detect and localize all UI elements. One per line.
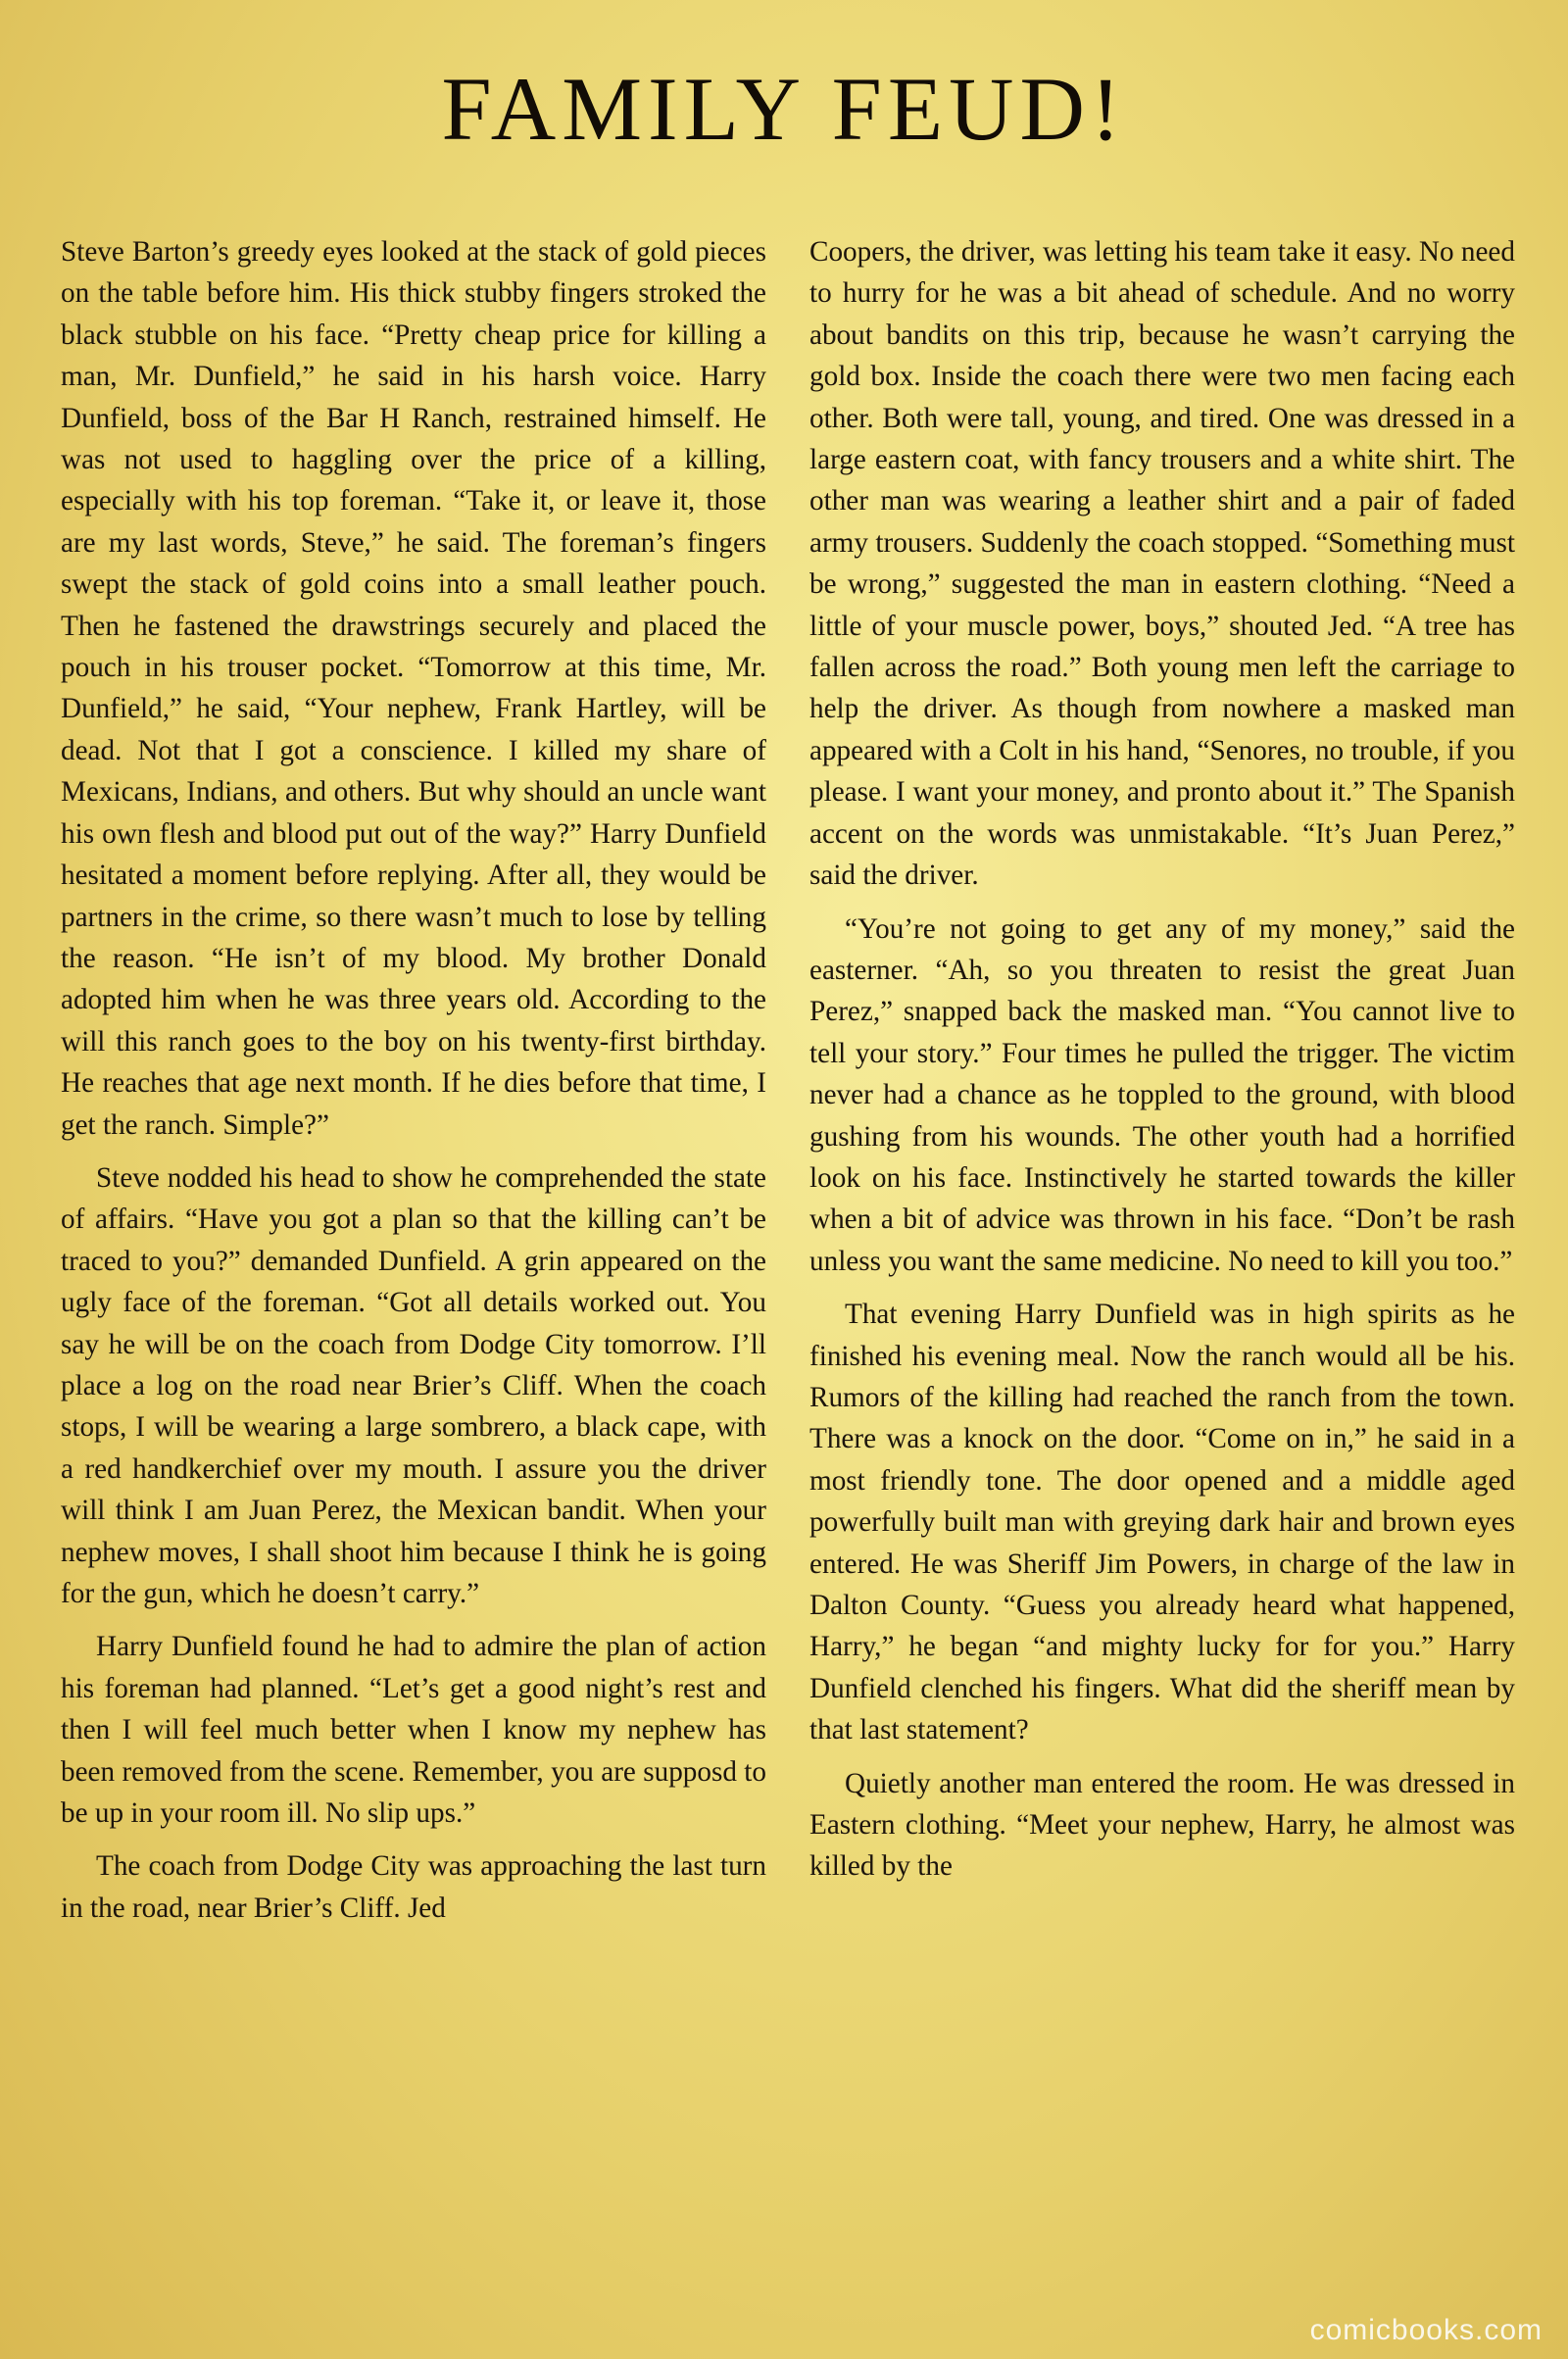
paragraph: Steve Barton’s greedy eyes looked at the stack of gold pieces on the table before him. His thick stubby fingers stroked the black stubble on his face. “Pretty cheap price for killing a man, Mr. Dunfield,” he said in his harsh voice. Harry Dunfield, boss of the Bar H Ranch, restrained himself. He was not used to haggling over the price of a killing, especially with his top foreman. “Take it, or leave it, those are my last words, Steve,” he said. The foreman’s fingers swept the stack of gold coins into a small leather pouch. Then he fastened the drawstrings securely and placed the pouch in his trouser pocket. “Tomorrow at this time, Mr. Dunfield,” he said, “Your nephew, Frank Hartley, will be dead. Not that I got a conscience. I killed my share of Mexicans, Indians, and others. But why should an uncle want his own flesh and blood put out of the way?” Harry Dunfield hesitated a moment before replying. After all, they would be partners in the crime, so there wasn’t much to lose by telling the reason. “He isn’t of my blood. My brother Donald adopted him when he was three years old. According to the will this ranch goes to the boy on his twenty-first birthday. He reaches that age next month. If he dies before that time, I get the ranch. Simple?” — [61, 236, 766, 1141]
left-column — [61, 231, 766, 2309]
site-watermark: comicbooks.com — [1309, 2314, 1543, 2346]
paragraph: “You’re not going to get any of my money,” said the easterner. “Ah, so you threaten to resist the great Juan Perez,” snapped back the masked man. “You cannot live to tell your story.” Four times he pulled the trigger. The victim never had a chance as he toppled to the ground, with blood gushing from his wounds. The other youth had a horrified look on his face. Instinctively he started towards the killer when a bit of advice was thrown in his face. “Don’t be rash unless you want the same medicine. No need to kill you too.” — [809, 912, 1515, 1277]
paragraph: The coach from Dodge City was approaching the last turn in the road, near Brier’s Cliff. Jed — [61, 1850, 766, 1924]
story-title: FAMILY FEUD! — [441, 59, 1127, 159]
paragraph: That evening Harry Dunfield was in high spirits as he finished his evening meal. Now the ranch would all be his. Rumors of the killing had reached the ranch from the town. There was a knock on the door. “Come on in,” he said in a most friendly tone. The door opened and a middle aged powerfully built man with greying dark hair and brown eyes entered. He was Sheriff Jim Powers, in charge of the law in Dalton County. “Guess you already heard what happened, Harry,” he began “and mighty lucky for for you.” Harry Dunfield clenched his fingers. What did the sheriff mean by that last statement? — [809, 1299, 1515, 1746]
paragraph: Harry Dunfield found he had to admire the plan of action his foreman had planned. “Let’s get a good night’s rest and then I will feel much better when I know my nephew has been removed from the scene. Remember, you are supposd to be up in your room ill. No slip ups.” — [61, 1631, 766, 1830]
paragraph: Coopers, the driver, was letting his team take it easy. No need to hurry for he was a bit ahead of schedule. And no worry about bandits on this trip, because he wasn’t carrying the gold box. Inside the coach there were two men facing each other. Both were tall, young, and tired. One was dressed in a large eastern coat, with fancy trousers and a white shirt. The other man was wearing a leather shirt and a pair of faded army trousers. Suddenly the coach stopped. “Something must be wrong,” suggested the man in eastern clothing. “Need a little of your muscle power, boys,” shouted Jed. “A tree has fallen across the road.” Both young men left the carriage to help the driver. As though from nowhere a masked man appeared with a Colt in his hand, “Senores, no trouble, if you please. I want your money, and pronto about it.” The Spanish accent on the words was unmistakable. “It’s Juan Perez,” said the driver. — [809, 236, 1515, 892]
story-columns — [61, 231, 1515, 2309]
paragraph: Quietly another man entered the room. He was dressed in Eastern clothing. “Meet your nephew, Harry, he almost was killed by the — [809, 1767, 1515, 1883]
right-column — [809, 231, 1515, 2309]
paragraph: Steve nodded his head to show he comprehended the state of affairs. “Have you got a plan so that the killing can’t be traced to you?” demanded Dunfield. A grin appeared on the ugly face of the foreman. “Got all details worked out. You say he will be on the coach from Dodge City tomorrow. I’ll place a log on the road near Brier’s Cliff. When the coach stops, I will be wearing a large sombrero, a black cape, with a red handkerchief over my mouth. I assure you the driver will think I am Juan Perez, the Mexican bandit. When your nephew moves, I shall shoot him because I think he is going for the gun, which he doesn’t carry.” — [61, 1161, 766, 1609]
